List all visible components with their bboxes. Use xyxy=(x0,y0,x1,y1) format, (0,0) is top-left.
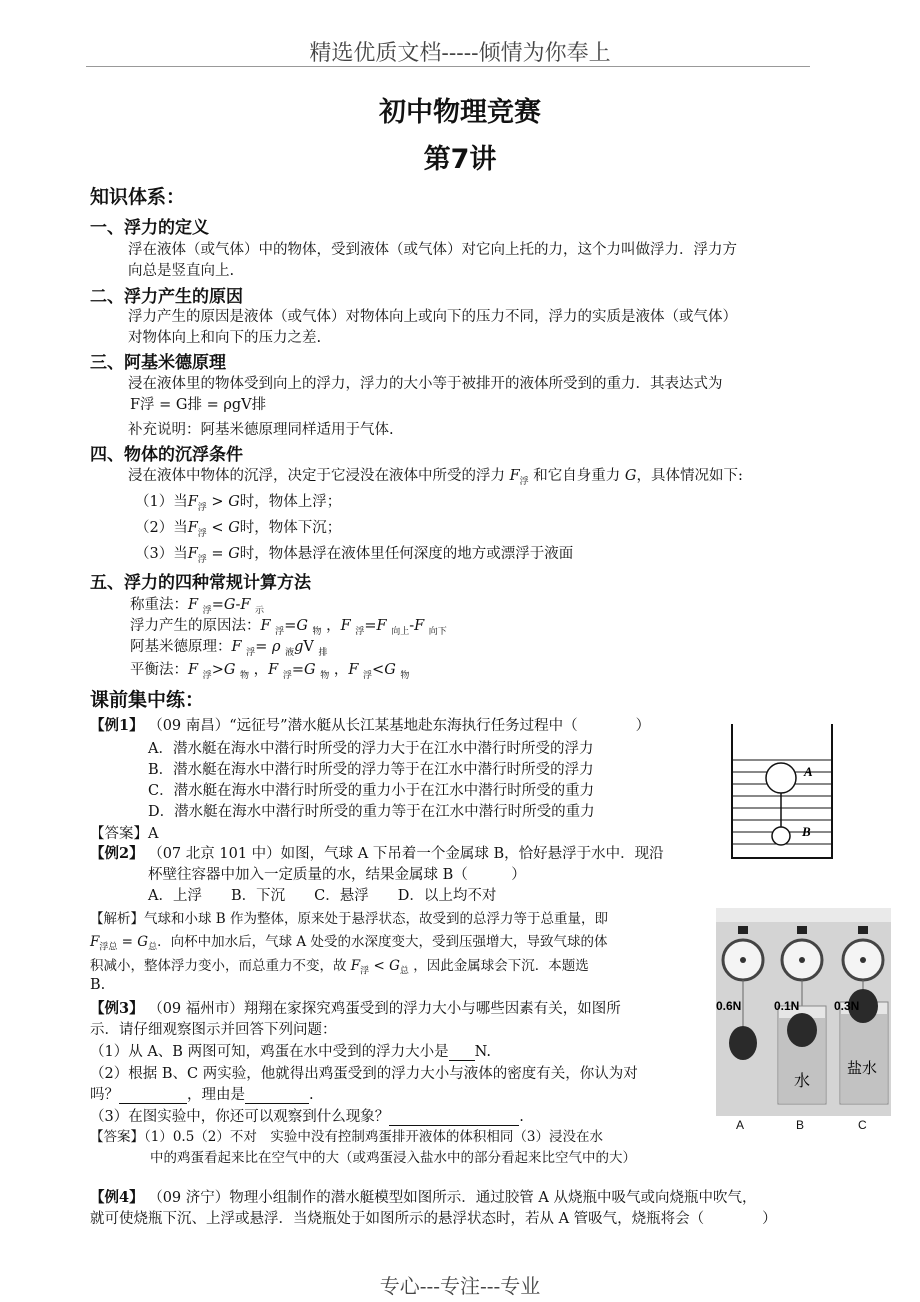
ball-label-b: B xyxy=(802,824,811,839)
page-title: 初中物理竞赛 xyxy=(379,97,541,128)
example-1-answer: 【答案】A xyxy=(90,826,159,842)
method-weighing: 称重法：F $_浮$=G-F $_示$ xyxy=(130,597,265,616)
example-2-line1: 【例2】 （07 北京 101 中）如图，气球 A 下吊着一个金属球 B，恰好悬浮于水中．现沿 xyxy=(90,845,664,862)
example-3-q2a: （2）根据 B、C 两实验，他就得出鸡蛋受到的浮力大小与液体的密度有关，你认为对 xyxy=(90,1066,638,1082)
q1-blank[interactable] xyxy=(449,1044,475,1061)
section-1-line1: 浮在液体（或气体）中的物体，受到液体（或气体）对它向上托的力，这个力叫做浮力．浮力方 xyxy=(128,242,737,258)
balloon-label-a: A xyxy=(804,764,813,779)
example-1-option-b: B．潜水艇在海水中潜行时所受的浮力等于在江水中潜行时所受的浮力 xyxy=(148,762,594,778)
example-3-answer-2: 中的鸡蛋看起来比在空气中的大（或鸡蛋浸入盐水中的部分看起来比空气中的大） xyxy=(150,1150,636,1166)
salt-water-label: 盐水 xyxy=(847,1059,878,1077)
example-3-q3: （3）在图实验中，你还可以观察到什么现象？ . xyxy=(90,1109,524,1125)
lecture-number: 第7讲 xyxy=(423,144,497,175)
section-1-line2: 向总是竖直向上. xyxy=(128,263,235,279)
q2-blank-2[interactable] xyxy=(245,1087,309,1104)
archimedes-formula xyxy=(130,393,266,414)
example-4-line2: 就可使烧瓶下沉、上浮或悬浮．当烧瓶处于如图所示的悬浮状态时，若从 A 管吸气，烧瓶将会（ ） xyxy=(90,1211,777,1227)
example-2-analysis-1: 【解析】气球和小球 B 作为整体，原来处于悬浮状态，故受到的总浮力等于总重量，即 xyxy=(90,911,609,927)
section-4-title: 四、物体的沉浮条件 xyxy=(90,445,243,465)
section-1-title: 一、浮力的定义 xyxy=(90,218,209,238)
example-3-answer-1: 【答案】（1）0.5（2）不对 实验中没有控制鸡蛋排开液体的体积相同（3）浸没在水 xyxy=(90,1129,603,1145)
page-header: 精选优质文档-----倾情为你奉上 xyxy=(309,41,611,66)
section-3-title: 三、阿基米德原理 xyxy=(90,353,226,373)
example-1-stem: 【例1】 （09 南昌）“远征号”潜水艇从长江某基地赴东海执行任务过程中（ ） xyxy=(90,717,651,734)
section-2-title: 二、浮力产生的原因 xyxy=(90,287,243,307)
example-2-analysis-2: $F_{浮总} = G_总$．向杯中加水后，气球 A 处受的水深度变大，受到压强增大，导致气球的体 xyxy=(90,934,608,953)
method-cause: 浮力产生的原因法：F $_浮$=G $_物$ ，F $_浮$=F $_{向上}$-F $_{向下}$ xyxy=(130,618,447,637)
header-divider xyxy=(86,66,810,67)
q2-blank-1[interactable] xyxy=(119,1087,187,1104)
example-3-q2b: 吗？ ，理由是 . xyxy=(90,1087,314,1103)
practice-heading: 课前集中练： xyxy=(90,689,205,711)
example-1-option-d: D．潜水艇在海水中潜行时所受的重力等于在江水中潜行时所受的重力 xyxy=(148,804,595,820)
section-3-note: 补充说明：阿基米德原理同样适用于气体. xyxy=(128,422,394,438)
example-3-q1: （1）从 A、B 两图可知，鸡蛋在水中受到的浮力大小是 N. xyxy=(90,1044,491,1060)
example-2-analysis-4: B. xyxy=(90,977,106,993)
example-2-line2: 杯壁往容器中加入一定质量的水，结果金属球 B（ ） xyxy=(148,867,526,883)
photo-label-b: B xyxy=(796,1118,805,1132)
page-footer: 专心---专注---专业 xyxy=(379,1274,541,1298)
photo-label-a: A xyxy=(736,1118,745,1132)
example-2-analysis-3: 积减小，整体浮力变小，而总重力不变，故 $F_浮 < G_总$ ，因此金属球会下沉．本题选 xyxy=(90,958,589,977)
q3-blank[interactable] xyxy=(389,1109,519,1126)
knowledge-heading: 知识体系： xyxy=(90,186,186,208)
section-2-line2: 对物体向上和向下的压力之差. xyxy=(128,330,322,346)
balloon-ball-figure xyxy=(728,720,840,862)
condition-suspend: （3）当$F_浮 = G$时，物体悬浮在液体里任何深度的地方或漂浮于液面 xyxy=(135,546,574,565)
example-4-line1: 【例4】 （09 济宁）物理小组制作的潜水艇模型如图所示．通过胶管 A 从烧瓶中吸气或向烧瓶中吹气， xyxy=(90,1189,757,1206)
example-1-option-a: A．潜水艇在海水中潜行时所受的浮力大于在江水中潜行时所受的浮力 xyxy=(148,741,594,757)
example-3-line1: 【例3】 （09 福州市）翔翔在家探究鸡蛋受到的浮力大小与哪些因素有关，如图所 xyxy=(90,1000,621,1017)
reading-a: 0.6N xyxy=(716,999,742,1013)
section-2-line1: 浮力产生的原因是液体（或气体）对物体向上或向下的压力不同，浮力的实质是液体（或气体） xyxy=(128,309,737,325)
example-1-option-c: C．潜水艇在海水中潜行时所受的重力小于在江水中潜行时所受的重力 xyxy=(148,783,595,799)
archimedes-formula-text: F浮 = G排 = ρgV排 xyxy=(130,397,267,413)
egg-experiment-photo xyxy=(716,908,891,1132)
section-4-line1: 浸在液体中物体的沉浮，决定于它浸没在液体中所受的浮力 $F_浮$ 和它自身重力 G，具体情况如下: xyxy=(128,468,743,487)
example-2-options: A．上浮 B．下沉 C．悬浮 D．以上均不对 xyxy=(148,888,497,904)
reading-c: 0.3N xyxy=(834,999,860,1013)
water-label: 水 xyxy=(794,1071,811,1090)
section-5-title: 五、浮力的四种常规计算方法 xyxy=(90,573,311,593)
example-3-line2: 示．请仔细观察图示并回答下列问题： xyxy=(90,1022,337,1038)
condition-sink: （2）当$F_浮 < G$时，物体下沉； xyxy=(135,520,342,539)
reading-b: 0.1N xyxy=(774,999,800,1013)
condition-rise: （1）当$F_浮 > G$时，物体上浮； xyxy=(135,494,342,513)
section-3-line1: 浸在液体里的物体受到向上的浮力，浮力的大小等于被排开的液体所受到的重力．其表达式为 xyxy=(128,376,723,392)
method-balance: 平衡法：F $_浮$>G $_物$ ，F $_浮$=G $_物$ ，F $_浮$<G $_物$ xyxy=(130,662,410,681)
photo-label-c: C xyxy=(858,1118,867,1132)
egg-photo-drawing xyxy=(716,908,891,1116)
method-archimedes: 阿基米德原理：F $_浮$= ρ $_液$gV $_排$ xyxy=(130,639,328,658)
